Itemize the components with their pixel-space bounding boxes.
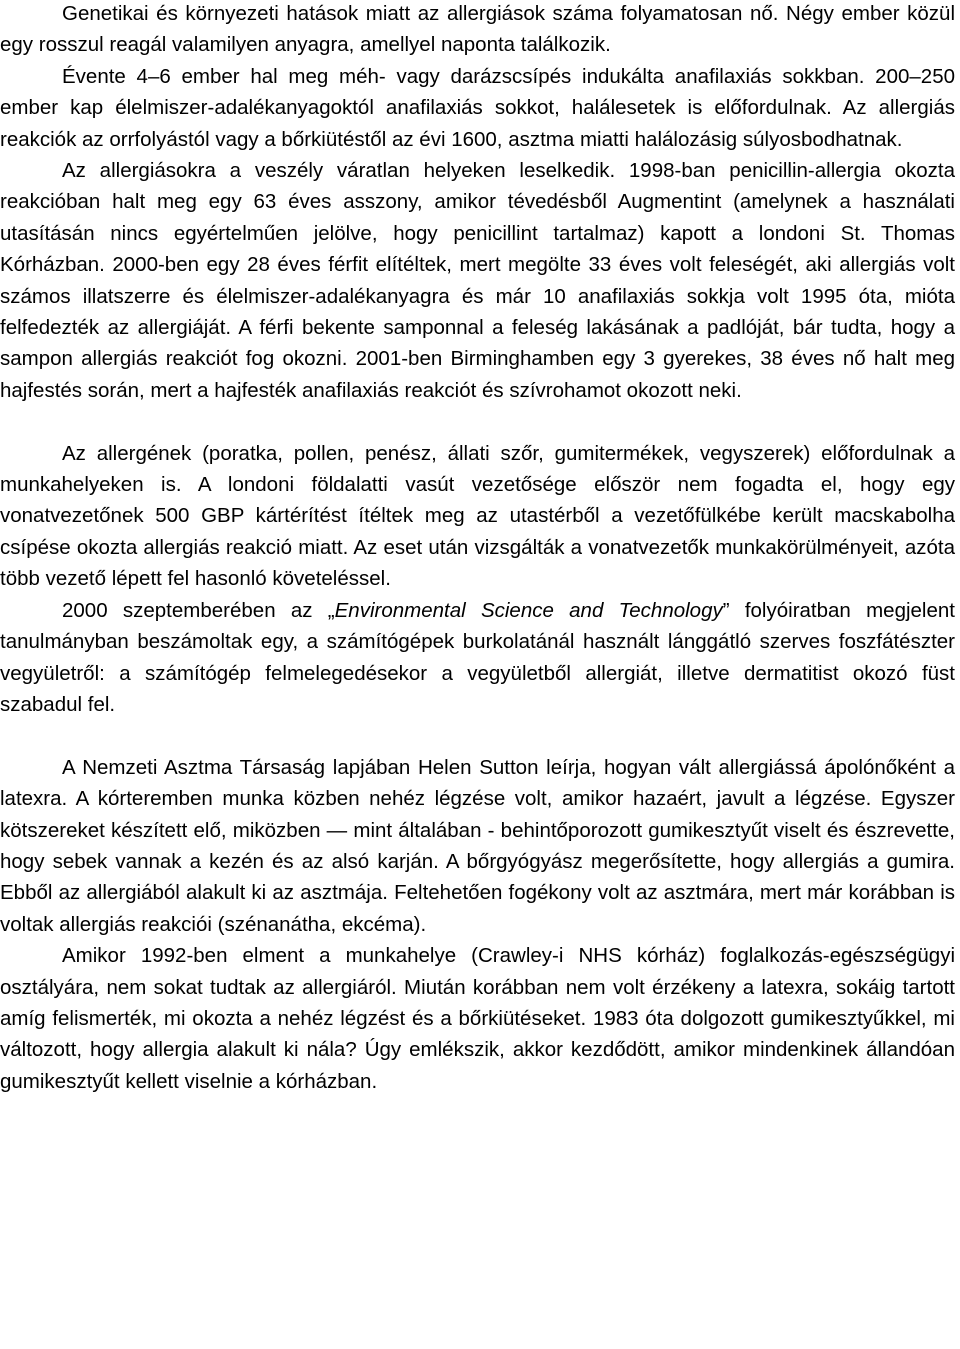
journal-title: Environmental Science and Technology — [334, 598, 723, 622]
paragraph-5-end: ” folyóiratban megjelent tanulmányban beszámoltak egy, a számítógépek burkolatánál használt lánggátló szerves foszfátészter vegyületről: a számítógép felmelegedésekor a vegyületből allergiát, illetve dermatitist okozó füst szabadul fel. — [0, 598, 955, 716]
paragraph-6: A Nemzeti Asztma Társaság lapjában Helen Sutton leírja, hogyan vált allergiássá ápolónőként a latexra. A kórteremben munka közben nehéz légzése volt, amikor hazaért, javult a légzése. Egyszer kötszereket készített elő, miközben — mint általában - behintőporozott gumikesztyűt viselt és észrevette, hogy sebek vannak a kezén és az alsó karján. A bőrgyógyász megerősítette, hogy allergiás a gumira. Ebből az allergiából alakult ki az asztmája. Feltehetően fogékony volt az asztmára, mert már korábban is voltak allergiás reakciói (szénanátha, ekcéma). — [0, 755, 955, 936]
paragraph-1: Genetikai és környezeti hatások miatt az allergiások száma folyamatosan nő. Négy ember közül egy rosszul reagál valamilyen anyagra, amellyel naponta találkozik. — [0, 2, 955, 57]
paragraph-4: Az allergének (poratka, pollen, penész, állati szőr, gumitermékek, vegyszerek) előfordulnak a munkahelyeken is. A londoni földalatti vasút vezetősége először nem fogadta el, hogy egy vonatvezetőnek 500 GBP kártérítést ítéltek meg az utastérből a vezetőfülkébe került macskabolha csípése okozta allergiás reakció miatt. Az eset után vizsgálták a vonatvezetők munkakörülményeit, azóta több vezető lépett fel hasonló követeléssel. — [0, 441, 955, 591]
paragraph-2: Évente 4–6 ember hal meg méh- vagy darázscsípés indukálta anafilaxiás sokkban. 200–250 ember kap élelmiszer-adalékanyagoktól anafilaxiás sokkot, halálesetek is előfordulnak. Az allergiás reakciók az orrfolyástól vagy a bőrkiütéstől az évi 1600, asztma miatti halálozásig súlyosbodhatnak. — [0, 64, 955, 151]
paragraph-5-start: 2000 szeptemberében az „ — [62, 598, 335, 622]
paragraph-3: Az allergiásokra a veszély váratlan helyeken leselkedik. 1998-ban penicillin-allergia okozta reakcióban halt meg egy 63 éves asszony, amikor tévedésből Augmentint (amelynek a használati utasításán nincs egyértelműen jelölve, hogy penicillint tartalmaz) kapott a londoni St. Thomas Kórházban. 2000-ben egy 28 éves férfit elítéltek, mert megölte 33 éves volt feleségét, aki allergiás volt számos illatszerre és élelmiszer-adalékanyagra és már 10 anafilaxiás sokkja volt 1995 óta, mióta felfedezték az allergiáját. A férfi bekente samponnal a feleség lakásának a padlóját, bár tudta, hogy a sampon allergiás reakciót fog okozni. 2001-ben Birminghamben egy 3 gyerekes, 38 éves nő halt meg hajfestés során, mert a hajfesték anafilaxiás reakciót és szívrohamot okozott neki. — [0, 159, 955, 402]
paragraph-5 — [0, 595, 955, 721]
paragraph-7: Amikor 1992-ben elment a munkahelye (Crawley-i NHS kórház) foglalkozás-egészségügyi osztályára, nem sokat tudtak az allergiáról. Miután korábban nem volt érzékeny a latexra, sokáig tartott amíg felismerték, mi okozta a nehéz légzést és a bőrkiütéseket. 1983 óta dolgozott gumikesztyűkkel, mi változott, hogy allergia alakult ki nála? Úgy emlékszik, akkor kezdődött, amikor mindenkinek állandóan gumikesztyűt kellett viselnie a kórházban. — [0, 944, 955, 1093]
